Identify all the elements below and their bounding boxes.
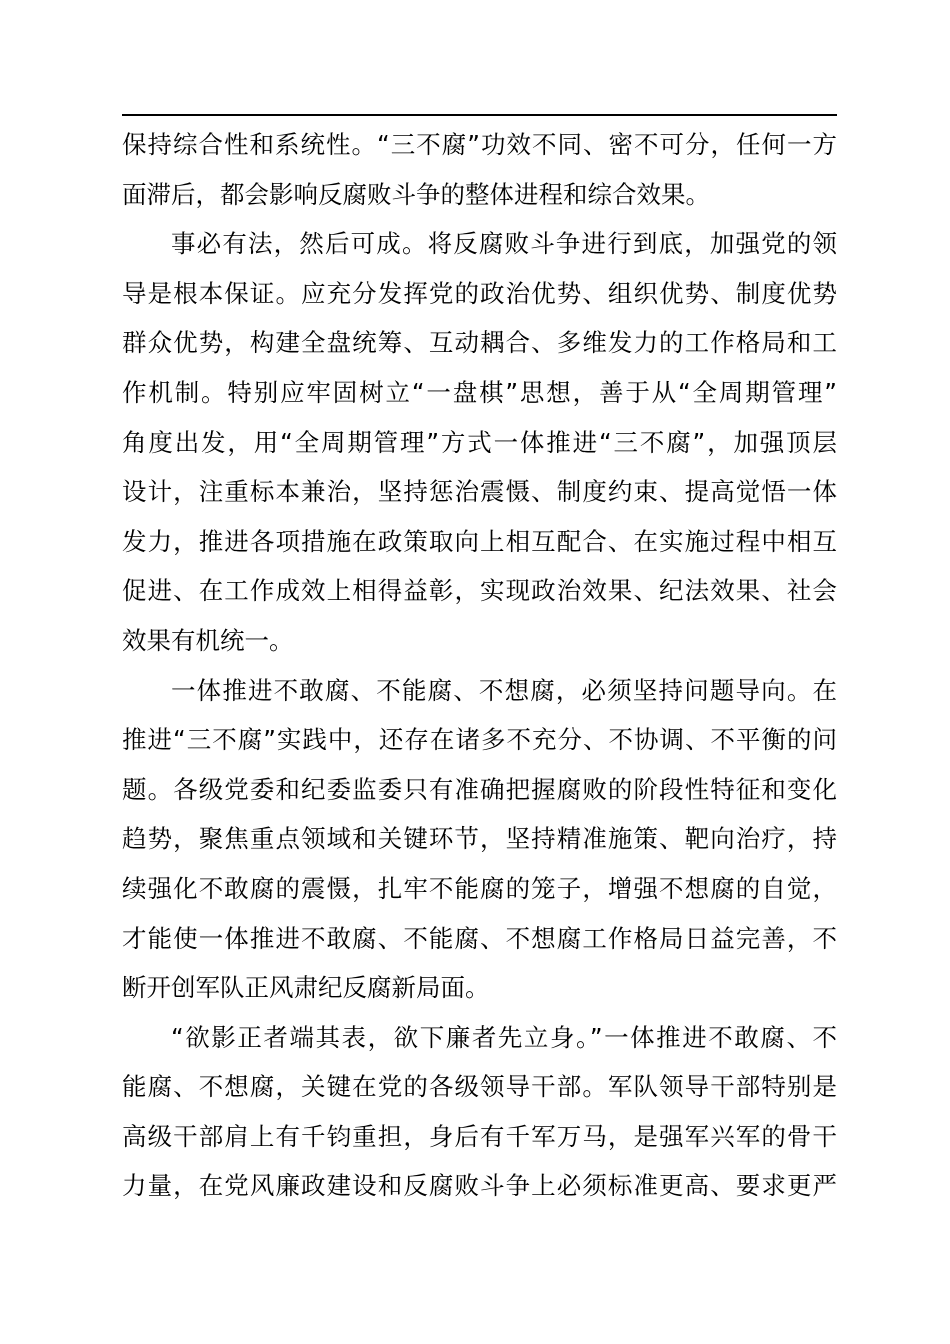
text-line: 发力，推进各项措施在政策取向上相互配合、在实施过程中相互	[122, 526, 837, 556]
text-line: 题。各级党委和纪委监委只有准确把握腐败的阶段性特征和变化	[122, 774, 837, 804]
text-line: 面滞后，都会影响反腐败斗争的整体进程和综合效果。	[122, 179, 710, 209]
text-line: 导是根本保证。应充分发挥党的政治优势、组织优势、制度优势	[122, 278, 837, 308]
text-line: 促进、在工作成效上相得益彰，实现政治效果、纪法效果、社会	[122, 576, 837, 606]
body-text	[122, 120, 837, 1211]
text-line: 推进“三不腐”实践中，还存在诸多不充分、不协调、不平衡的问	[122, 725, 837, 755]
text-line: 断开创军队正风肃纪反腐新局面。	[122, 973, 490, 1003]
text-line: 群众优势，构建全盘统筹、互动耦合、多维发力的工作格局和工	[122, 328, 837, 358]
text-line: 保持综合性和系统性。“三不腐”功效不同、密不可分，任何一方	[122, 130, 837, 159]
text-line: 角度出发，用“全周期管理”方式一体推进“三不腐”，加强顶层	[122, 427, 837, 457]
text-line: 高级干部肩上有千钧重担，身后有千军万马，是强军兴军的骨干	[122, 1121, 837, 1151]
text-line: 效果有机统一。	[122, 625, 294, 655]
text-line: 能腐、不想腐，关键在党的各级领导干部。军队领导干部特别是	[122, 1072, 837, 1102]
text-line: 续强化不敢腐的震慑，扎牢不能腐的笼子，增强不想腐的自觉，	[122, 873, 837, 903]
text-line: 事必有法，然后可成。将反腐败斗争进行到底，加强党的领	[171, 229, 837, 259]
text-line: “欲影正者端其表，欲下廉者先立身。”一体推进不敢腐、不	[171, 1022, 837, 1052]
text-line: 才能使一体推进不敢腐、不能腐、不想腐工作格局日益完善，不	[122, 923, 837, 953]
text-line: 设计，注重标本兼治，坚持惩治震慑、制度约束、提高觉悟一体	[122, 477, 837, 507]
text-line: 力量，在党风廉政建设和反腐败斗争上必须标准更高、要求更严	[122, 1171, 837, 1201]
text-line: 一体推进不敢腐、不能腐、不想腐，必须坚持问题导向。在	[171, 675, 837, 705]
text-line: 趋势，聚焦重点领域和关键环节，坚持精准施策、靶向治疗，持	[122, 824, 837, 854]
header-rule	[122, 114, 837, 116]
text-line: 作机制。特别应牢固树立“一盘棋”思想，善于从“全周期管理”	[122, 377, 837, 407]
